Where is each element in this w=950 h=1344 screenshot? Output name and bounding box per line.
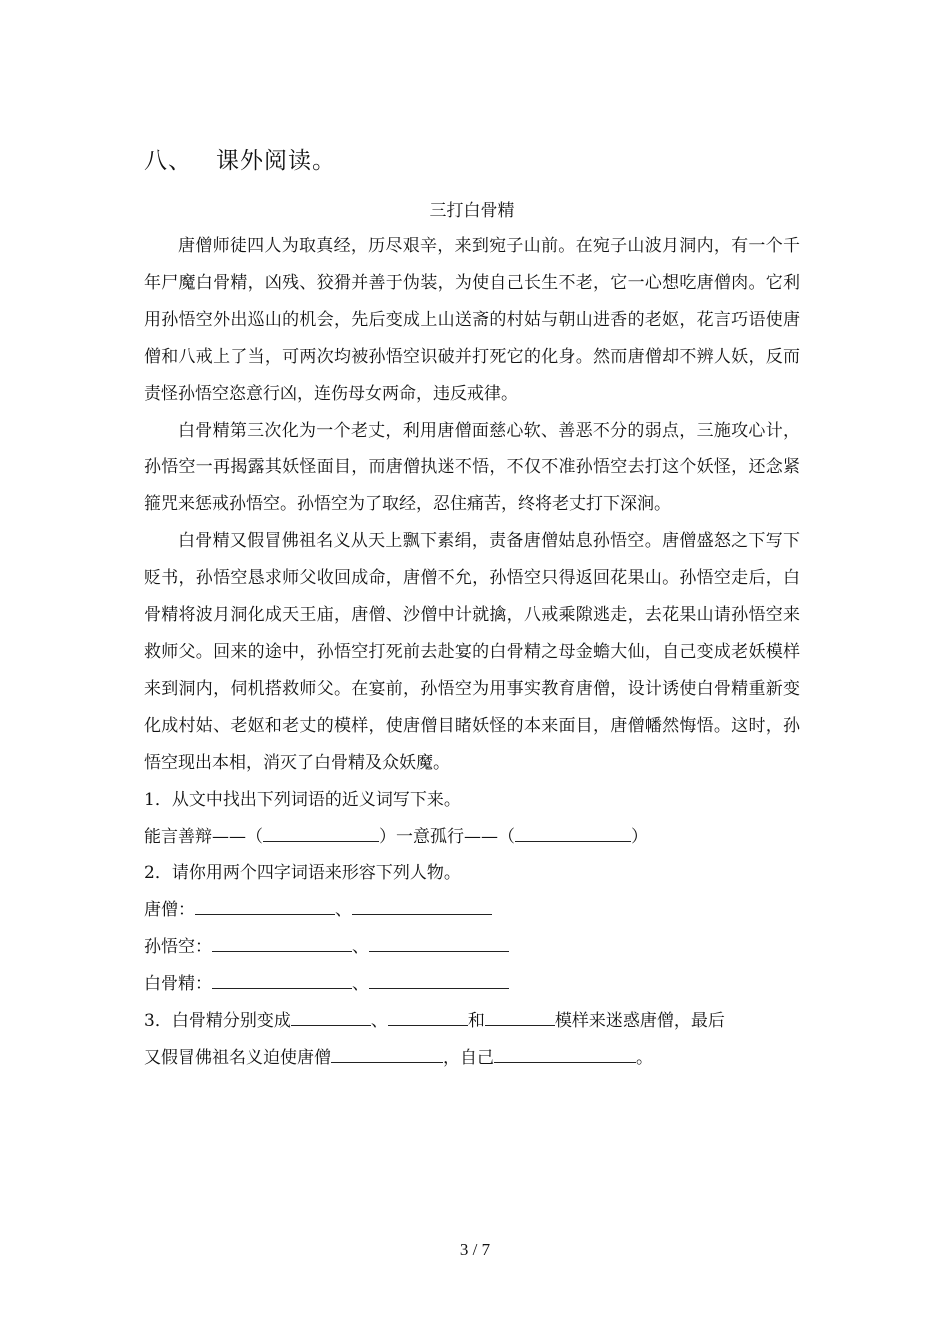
q3-part-2: 模样来迷惑唐僧，最后 xyxy=(554,1011,725,1032)
question-2-prompt: 2．请你用两个四字词语来形容下列人物。 xyxy=(144,863,461,884)
q3-blank-3[interactable] xyxy=(485,1011,555,1026)
story-paragraph-1: 唐僧师徒四人为取真经，历尽艰辛，来到宛子山前。在宛子山波月洞内，有一个千年尸魔白骨精，凶残、狡猾并善于伪装，为使自己长生不老，它一心想吃唐僧肉。它利用孙悟空外出巡山的机会，先后变成上山送斋的村姑与朝山进香的老妪，花言巧语使唐僧和八戒上了当，可两次均被孙悟空识破并打死它的化身。然而唐僧却不辨人妖，反而责怪孙悟空恣意行凶，连伤母女两命，违反戒律。 xyxy=(144,236,800,404)
q2-row-sunwukong xyxy=(144,929,800,966)
page-number: 3 / 7 xyxy=(459,1240,491,1259)
question-1-answers xyxy=(144,819,800,856)
q1-blank-1[interactable] xyxy=(263,827,379,842)
q3-sep-3: ，自己 xyxy=(443,1047,494,1068)
q1-word-2: 一意孤行——（ xyxy=(396,826,515,847)
story-paragraph-3: 白骨精又假冒佛祖名义从天上飘下素绢，责备唐僧姑息孙悟空。唐僧盛怒之下写下贬书，孙悟空恳求师父收回成命，唐僧不允，孙悟空只得返回花果山。孙悟空走后，白骨精将波月洞化成天王庙，唐僧、沙僧中计就擒，八戒乘隙逃走，去花果山请孙悟空来救师父。回来的途中，孙悟空打死前去赴宴的白骨精之母金蟾大仙，自己变成老妖模样来到洞内，伺机搭救师父。在宴前，孙悟空为用事实教育唐僧，设计诱使白骨精重新变化成村姑、老妪和老丈的模样，使唐僧目睹妖怪的本来面目，唐僧幡然悔悟。这时，孙悟空现出本相，消灭了白骨精及众妖魔。 xyxy=(144,531,800,773)
q2-separator: 、 xyxy=(352,937,369,958)
section-heading xyxy=(144,142,336,175)
q2-name-1: 唐僧： xyxy=(144,900,195,921)
q3-sep-2: 和 xyxy=(467,1011,485,1032)
q1-close-1: ） xyxy=(379,826,396,847)
q2-blank-1a[interactable] xyxy=(195,900,335,915)
q1-close-2: ） xyxy=(631,826,648,847)
q2-blank-2a[interactable] xyxy=(212,937,352,952)
section-number: 八、 xyxy=(144,148,192,174)
q3-part-3: 又假冒佛祖名义迫使唐僧 xyxy=(144,1047,331,1068)
question-1-prompt: 1．从文中找出下列词语的近义词写下来。 xyxy=(144,789,461,810)
q1-blank-2[interactable] xyxy=(515,827,631,842)
q2-name-3: 白骨精： xyxy=(144,974,212,995)
q2-separator: 、 xyxy=(352,974,369,995)
q2-row-baigujing xyxy=(144,966,800,1003)
q2-name-2: 孙悟空： xyxy=(144,937,212,958)
q2-blank-1b[interactable] xyxy=(352,900,492,915)
story-title: 三打白骨精 xyxy=(429,201,515,221)
section-title: 课外阅读。 xyxy=(216,148,336,174)
q2-blank-3a[interactable] xyxy=(212,974,352,989)
q2-blank-2b[interactable] xyxy=(369,937,509,952)
q1-word-1: 能言善辩——（ xyxy=(144,826,263,847)
story-body xyxy=(144,228,800,1077)
q3-blank-2[interactable] xyxy=(388,1011,468,1026)
q2-row-tangseng xyxy=(144,892,800,929)
q3-blank-1[interactable] xyxy=(291,1011,371,1026)
question-3-line-2 xyxy=(144,1040,800,1077)
q3-blank-4[interactable] xyxy=(331,1048,443,1063)
q2-separator: 、 xyxy=(335,900,352,921)
story-paragraph-2: 白骨精第三次化为一个老丈，利用唐僧面慈心软、善恶不分的弱点，三施攻心计，孙悟空一再揭露其妖怪面目，而唐僧执迷不悟，不仅不准孙悟空去打这个妖怪，还念紧箍咒来惩戒孙悟空。孙悟空为了取经，忍住痛苦，终将老丈打下深涧。 xyxy=(144,420,800,515)
q3-blank-5[interactable] xyxy=(494,1048,636,1063)
question-3-line-1 xyxy=(144,1003,800,1040)
q3-sep-1: 、 xyxy=(370,1011,388,1032)
q2-blank-3b[interactable] xyxy=(369,974,509,989)
q3-end: 。 xyxy=(636,1047,653,1068)
q3-part-1: 3．白骨精分别变成 xyxy=(144,1011,291,1032)
